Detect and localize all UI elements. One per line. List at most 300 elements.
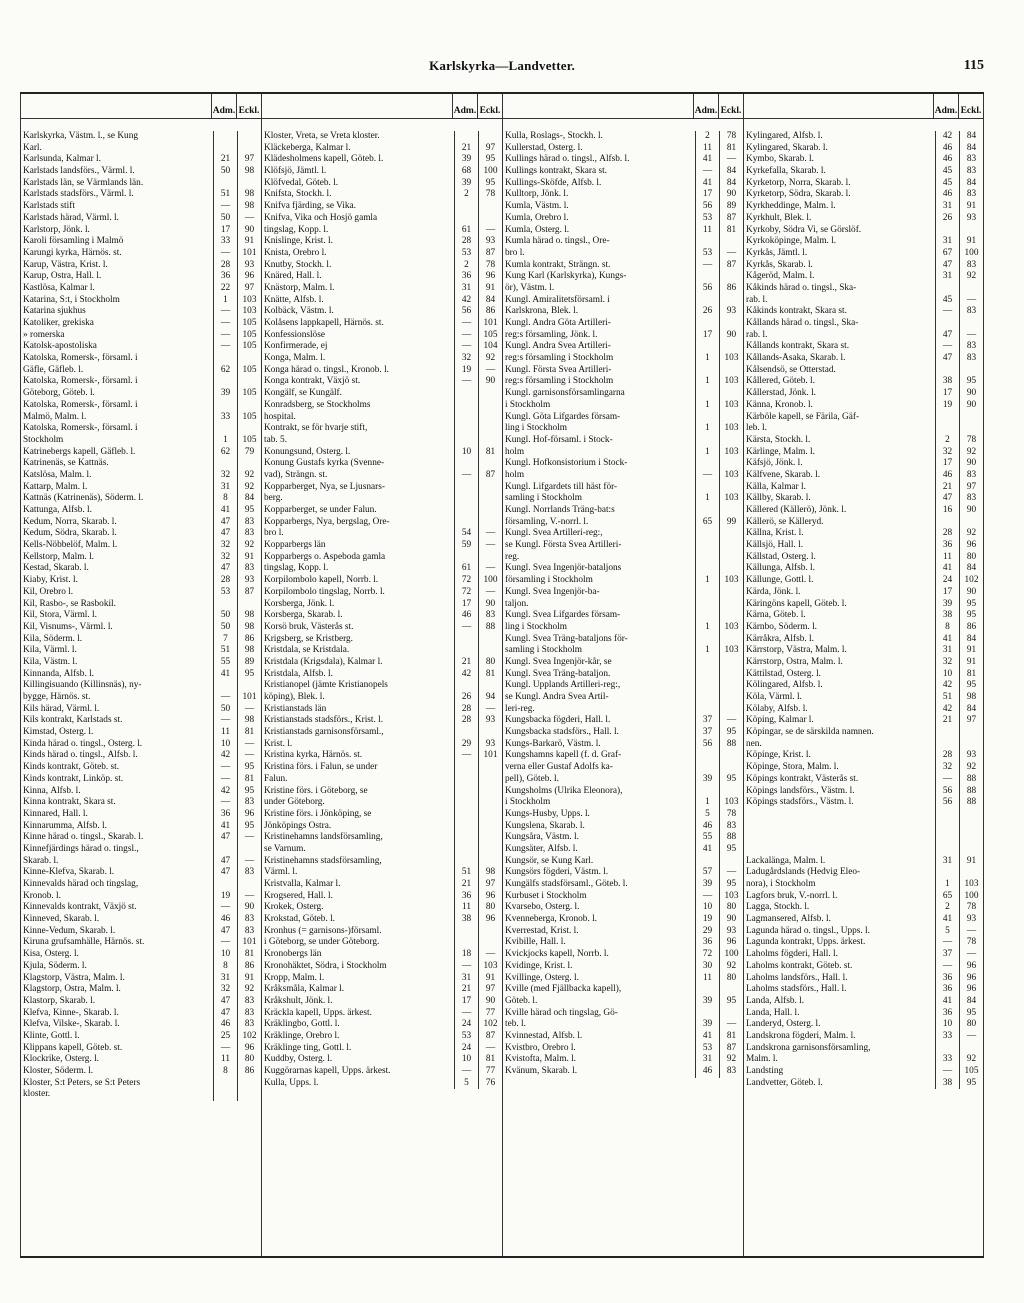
entry-name: Kungsholms (Ulrika Eleonora), bbox=[505, 785, 623, 796]
entry-eckl: 103 bbox=[719, 797, 743, 809]
entry-eckl: 93 bbox=[719, 306, 743, 318]
entry-name: Kronohäktet, Södra, i Stockholm bbox=[264, 960, 387, 971]
index-entry bbox=[744, 505, 983, 517]
entry-name: leri-reg. bbox=[505, 703, 535, 714]
entry-adm bbox=[695, 271, 719, 283]
entry-adm: — bbox=[454, 622, 478, 634]
entry-name: Kimstad, Österg. l. bbox=[23, 727, 94, 738]
entry-adm: 46 bbox=[935, 470, 959, 482]
index-entry bbox=[503, 1008, 743, 1020]
entry-name bbox=[744, 832, 935, 844]
entry-name: Kungs-Husby, Upps. l. bbox=[505, 808, 590, 819]
entry-eckl bbox=[478, 388, 502, 400]
index-entry bbox=[503, 973, 743, 985]
index-entry bbox=[744, 657, 983, 669]
entry-name: Kvänum, Skarab. l. bbox=[505, 1066, 578, 1076]
entry-adm: 65 bbox=[695, 517, 719, 529]
entry-name: Kyrkås, Skarab. l. bbox=[746, 259, 813, 270]
entry-adm bbox=[454, 762, 478, 774]
entry-adm: 56 bbox=[695, 201, 719, 213]
entry-eckl bbox=[719, 1008, 743, 1020]
entry-name: Kvarsebo, Österg. l. bbox=[505, 902, 580, 913]
entry-eckl: 83 bbox=[959, 493, 983, 505]
entry-adm: 8 bbox=[213, 961, 237, 973]
entry-eckl: 97 bbox=[959, 482, 983, 494]
entry-adm: 47 bbox=[213, 1008, 237, 1020]
entry-name: Klastorp, Skarab. l. bbox=[23, 995, 96, 1006]
entry-eckl: 83 bbox=[237, 1008, 261, 1020]
index-entry bbox=[262, 645, 502, 657]
index-entry bbox=[744, 739, 983, 751]
entry-eckl: — bbox=[237, 213, 261, 225]
entry-eckl: — bbox=[478, 587, 502, 599]
index-entry bbox=[262, 926, 502, 938]
index-column-2 bbox=[261, 94, 502, 1256]
entry-adm: — bbox=[213, 248, 237, 260]
entry-adm: 37 bbox=[695, 727, 719, 739]
entry-eckl: — bbox=[959, 330, 983, 342]
entry-eckl bbox=[959, 844, 983, 856]
entry-name: verna eller Gustaf Adolfs ka- bbox=[505, 762, 613, 773]
index-entry bbox=[744, 131, 983, 143]
index-entry bbox=[262, 447, 502, 459]
entry-eckl: 88 bbox=[478, 622, 502, 634]
entry-name: nora), i Stockholm bbox=[746, 879, 816, 889]
entry-name: Kungl. Första Svea Artilleri- bbox=[505, 364, 612, 375]
entry-name: Kärnbo, Söderm. l. bbox=[746, 621, 818, 632]
entry-eckl: 105 bbox=[478, 330, 502, 342]
entry-adm: 47 bbox=[213, 996, 237, 1008]
entry-eckl: 83 bbox=[237, 563, 261, 575]
entry-eckl: 89 bbox=[237, 657, 261, 669]
index-entry bbox=[503, 984, 743, 996]
entry-adm: 55 bbox=[695, 832, 719, 844]
entry-eckl bbox=[719, 236, 743, 248]
entry-name: Konungsund, Österg. l. bbox=[264, 446, 351, 457]
index-entry bbox=[744, 996, 983, 1008]
column-header-name bbox=[21, 94, 211, 118]
entry-adm bbox=[213, 178, 237, 190]
index-entry bbox=[503, 926, 743, 938]
entry-adm: 36 bbox=[935, 540, 959, 552]
entry-eckl bbox=[719, 318, 743, 330]
index-entry bbox=[262, 762, 502, 774]
index-entry bbox=[21, 271, 261, 283]
index-entry bbox=[21, 832, 261, 844]
index-entry bbox=[21, 809, 261, 821]
entry-eckl bbox=[237, 1078, 261, 1090]
entry-name: Kronobergs län bbox=[264, 949, 322, 960]
index-entry bbox=[21, 587, 261, 599]
entry-adm bbox=[454, 797, 478, 809]
entry-adm: 32 bbox=[935, 447, 959, 459]
entry-name: Karup, Västra, Krist. l. bbox=[23, 259, 108, 270]
index-entry bbox=[744, 435, 983, 447]
entry-eckl: — bbox=[719, 248, 743, 260]
entry-adm: 41 bbox=[935, 996, 959, 1008]
entry-adm: — bbox=[695, 166, 719, 178]
index-entry bbox=[21, 973, 261, 985]
index-entry bbox=[744, 891, 983, 903]
entry-eckl: 84 bbox=[959, 563, 983, 575]
entry-eckl: 83 bbox=[959, 353, 983, 365]
index-entry bbox=[21, 470, 261, 482]
entry-name: Kungl. Svea Lifgardes försam- bbox=[505, 610, 621, 621]
index-entry bbox=[744, 306, 983, 318]
index-entry bbox=[503, 353, 743, 365]
entry-name: Kinna, Älfsb. l. bbox=[23, 785, 81, 796]
entry-adm: — bbox=[935, 961, 959, 973]
entry-name: Laholms stadsförs., Hall. l. bbox=[746, 984, 847, 995]
entry-adm: 26 bbox=[695, 306, 719, 318]
entry-name: Kungl. Svea Ingenjör-bataljons bbox=[505, 563, 622, 574]
index-entry bbox=[21, 225, 261, 237]
entry-name: Kronhus (= garnisons-)församl. bbox=[264, 925, 382, 936]
entry-eckl bbox=[478, 423, 502, 435]
entry-eckl: 98 bbox=[237, 645, 261, 657]
entry-adm: 19 bbox=[935, 400, 959, 412]
entry-eckl bbox=[478, 645, 502, 657]
index-entry bbox=[21, 353, 261, 365]
entry-name: Kräckla kapell, Upps. ärkest. bbox=[264, 1007, 372, 1018]
entry-adm: 46 bbox=[213, 914, 237, 926]
entry-adm: 41 bbox=[213, 821, 237, 833]
entry-name: Karup, Östra, Hall. l. bbox=[23, 271, 102, 282]
index-entry bbox=[503, 154, 743, 166]
entry-name: Karlstads stift bbox=[23, 201, 75, 212]
entry-eckl: 96 bbox=[237, 271, 261, 283]
index-entry bbox=[503, 856, 743, 868]
entry-name: Känna, Kronob. l. bbox=[746, 399, 813, 410]
index-entry bbox=[262, 563, 502, 575]
entry-eckl bbox=[478, 482, 502, 494]
entry-eckl bbox=[719, 657, 743, 669]
entry-adm bbox=[695, 540, 719, 552]
index-entry bbox=[262, 856, 502, 868]
entry-name: Kville (med Fjällbacka kapell), bbox=[505, 984, 622, 995]
entry-eckl: 87 bbox=[719, 260, 743, 272]
entry-eckl: 96 bbox=[959, 984, 983, 996]
entry-name: Kinnanda, Älfsb. l. bbox=[23, 668, 95, 679]
entry-eckl: 98 bbox=[237, 610, 261, 622]
entry-name: Karlskyrka, Västm. l., se Kung bbox=[23, 131, 138, 141]
index-entry bbox=[21, 306, 261, 318]
entry-eckl: 93 bbox=[478, 236, 502, 248]
index-entry bbox=[21, 727, 261, 739]
index-entry bbox=[744, 774, 983, 786]
entry-eckl: 102 bbox=[478, 1019, 502, 1031]
entry-eckl bbox=[478, 680, 502, 692]
index-entry bbox=[503, 493, 743, 505]
index-entry bbox=[262, 1043, 502, 1055]
entry-name: Kungl. Svea Ingenjör-kår, se bbox=[505, 656, 612, 667]
entry-name: Kisa, Österg. l. bbox=[23, 949, 79, 960]
entry-name: Kumla härad o. tingsl., Öre- bbox=[505, 236, 610, 247]
index-entry bbox=[262, 739, 502, 751]
entry-adm bbox=[935, 727, 959, 739]
entry-name: Karungi kyrka, Härnös. st. bbox=[23, 247, 122, 258]
entry-eckl: 100 bbox=[959, 891, 983, 903]
entry-eckl: 97 bbox=[478, 984, 502, 996]
entry-name: bro l. bbox=[264, 528, 284, 539]
entry-name: Konradsberg, se Stockholms bbox=[264, 399, 371, 410]
entry-adm: — bbox=[213, 201, 237, 213]
index-entry bbox=[262, 166, 502, 178]
entry-adm: 47 bbox=[935, 260, 959, 272]
entry-eckl: 90 bbox=[959, 400, 983, 412]
entry-name: Kvickjocks kapell, Norrb. l. bbox=[505, 949, 609, 960]
entry-name: Klädesholmens kapell, Göteb. l. bbox=[264, 154, 384, 165]
index-entry bbox=[503, 295, 743, 307]
entry-adm bbox=[935, 844, 959, 856]
index-entry bbox=[503, 563, 743, 575]
entry-name: reg:s församling, Jönk. l. bbox=[505, 329, 598, 340]
index-entry bbox=[21, 622, 261, 634]
entry-name: Laholms landsförs., Hall. l. bbox=[746, 972, 848, 983]
index-entry bbox=[262, 435, 502, 447]
entry-eckl: 96 bbox=[959, 973, 983, 985]
entry-name: Konfessionslöse bbox=[264, 329, 325, 340]
index-entry bbox=[503, 914, 743, 926]
entry-eckl: — bbox=[478, 225, 502, 237]
index-entry bbox=[503, 692, 743, 704]
entry-eckl: 84 bbox=[959, 178, 983, 190]
index-entry bbox=[744, 669, 983, 681]
index-entry bbox=[744, 692, 983, 704]
entry-adm bbox=[213, 458, 237, 470]
index-entry bbox=[21, 750, 261, 762]
entry-eckl bbox=[959, 867, 983, 879]
entry-adm: 36 bbox=[213, 809, 237, 821]
entry-adm: 19 bbox=[213, 891, 237, 903]
entry-name: Lagunda kontrakt, Upps. ärkest. bbox=[746, 937, 866, 948]
entry-name: Kräklinge, Örebro l. bbox=[264, 1030, 340, 1041]
entry-name: Kinda härad o. tingsl., Österg. l. bbox=[23, 738, 143, 749]
entry-adm: 5 bbox=[935, 926, 959, 938]
entry-eckl: 84 bbox=[959, 704, 983, 716]
entry-name: Kulltorp, Jönk. l. bbox=[505, 189, 569, 200]
entry-name: Kvinnestad, Älfsb. l. bbox=[505, 1030, 583, 1041]
index-entry bbox=[503, 552, 743, 564]
index-entry bbox=[21, 961, 261, 973]
entry-adm: 41 bbox=[935, 914, 959, 926]
entry-adm: 39 bbox=[454, 178, 478, 190]
entry-adm: 51 bbox=[935, 692, 959, 704]
entry-name: Kopparbergs o. Aspeboda gamla bbox=[264, 551, 386, 562]
entry-eckl: 95 bbox=[719, 774, 743, 786]
entry-name: Kullings härad o. tingsl., Älfsb. l. bbox=[505, 154, 630, 165]
entry-eckl bbox=[719, 669, 743, 681]
entry-eckl: 101 bbox=[237, 937, 261, 949]
entry-adm bbox=[454, 517, 478, 529]
entry-adm: 8 bbox=[213, 493, 237, 505]
entry-eckl bbox=[478, 493, 502, 505]
entry-adm: — bbox=[935, 1066, 959, 1078]
index-entry bbox=[503, 1066, 743, 1078]
entry-name: hospital. bbox=[264, 411, 296, 422]
entry-name: Kristdala, se Kristdala. bbox=[264, 645, 350, 656]
entry-eckl: 98 bbox=[237, 201, 261, 213]
entry-adm: 39 bbox=[695, 1019, 719, 1031]
index-entry bbox=[21, 563, 261, 575]
index-entry bbox=[503, 645, 743, 657]
entry-name: Kungl. Andra Svea Artilleri- bbox=[505, 341, 611, 352]
index-entry bbox=[21, 657, 261, 669]
index-entry bbox=[744, 447, 983, 459]
entry-eckl: 83 bbox=[237, 926, 261, 938]
entry-adm: 55 bbox=[213, 657, 237, 669]
entry-name: Kells-Nöbbelöf, Malm. l. bbox=[23, 540, 118, 551]
entry-name: Kungsbacka fögderi, Hall. l. bbox=[505, 715, 611, 726]
index-entry bbox=[21, 575, 261, 587]
entry-adm bbox=[213, 844, 237, 856]
entry-adm: 32 bbox=[935, 762, 959, 774]
entry-eckl: 96 bbox=[478, 891, 502, 903]
entry-name: holm bbox=[505, 446, 525, 457]
entry-eckl: 95 bbox=[959, 599, 983, 611]
entry-eckl: 83 bbox=[959, 189, 983, 201]
entry-eckl: 81 bbox=[478, 669, 502, 681]
entry-name bbox=[744, 844, 935, 856]
index-column-1 bbox=[20, 94, 261, 1256]
entry-adm bbox=[695, 657, 719, 669]
index-entry bbox=[262, 844, 502, 856]
index-entry bbox=[21, 131, 261, 143]
entry-adm: 11 bbox=[695, 225, 719, 237]
entry-adm: 45 bbox=[935, 178, 959, 190]
entry-adm: 21 bbox=[213, 154, 237, 166]
entry-name: Katarina, S:t, i Stockholm bbox=[23, 294, 120, 305]
entry-name: Kville härad och tingslag, Gö- bbox=[505, 1007, 618, 1018]
entry-eckl: 95 bbox=[959, 1078, 983, 1090]
entry-name: Kungsör, se Kung Karl. bbox=[505, 855, 594, 866]
index-entry bbox=[21, 143, 261, 155]
entry-eckl: 98 bbox=[478, 867, 502, 879]
entry-eckl: 92 bbox=[959, 1054, 983, 1066]
entry-eckl: 105 bbox=[237, 412, 261, 424]
entry-adm: — bbox=[213, 937, 237, 949]
entry-name: Kärlinge, Malm. l. bbox=[746, 446, 815, 457]
entry-eckl: 83 bbox=[719, 1066, 743, 1078]
entry-adm: 32 bbox=[935, 657, 959, 669]
entry-eckl: 90 bbox=[959, 388, 983, 400]
entry-adm bbox=[935, 283, 959, 295]
entry-name: Kil, Rasbo-, se Rasbokil. bbox=[23, 598, 116, 609]
entry-adm: 50 bbox=[213, 704, 237, 716]
entry-eckl: 95 bbox=[959, 610, 983, 622]
entry-adm: 2 bbox=[454, 189, 478, 201]
entry-eckl: 80 bbox=[478, 902, 502, 914]
entry-eckl: 97 bbox=[478, 879, 502, 891]
entry-adm: 46 bbox=[213, 1019, 237, 1031]
entry-eckl bbox=[719, 984, 743, 996]
entry-adm bbox=[695, 587, 719, 599]
entry-name: Kastlösa, Kalmar l. bbox=[23, 282, 95, 293]
entry-adm: 72 bbox=[454, 587, 478, 599]
index-entry bbox=[503, 400, 743, 412]
entry-adm: 31 bbox=[935, 271, 959, 283]
index-entry bbox=[21, 669, 261, 681]
index-entry bbox=[503, 996, 743, 1008]
entry-eckl: — bbox=[959, 295, 983, 307]
entry-eckl: 101 bbox=[237, 692, 261, 704]
entry-adm bbox=[935, 821, 959, 833]
entry-eckl: 101 bbox=[237, 248, 261, 260]
index-entry bbox=[21, 493, 261, 505]
entry-name: Klinte, Gottl. l. bbox=[23, 1030, 80, 1041]
entry-name: samling i Stockholm bbox=[505, 493, 582, 504]
entry-adm: 46 bbox=[935, 143, 959, 155]
entry-eckl: 84 bbox=[719, 178, 743, 190]
entry-eckl bbox=[478, 937, 502, 949]
index-entry bbox=[21, 902, 261, 914]
entry-adm bbox=[695, 528, 719, 540]
entry-eckl: — bbox=[719, 1019, 743, 1031]
entry-name: köping), Blek. l. bbox=[264, 692, 325, 702]
index-entry bbox=[503, 704, 743, 716]
entry-eckl bbox=[478, 400, 502, 412]
entry-eckl bbox=[237, 400, 261, 412]
entry-eckl: 83 bbox=[959, 470, 983, 482]
entry-name: Kil, Stora, Värml. l. bbox=[23, 610, 97, 621]
entry-eckl: — bbox=[237, 832, 261, 844]
index-entry bbox=[744, 961, 983, 973]
entry-name: Kristianopel (jämte Kristianopels bbox=[264, 680, 388, 691]
entry-name: Katslösa, Malm. l. bbox=[23, 469, 92, 480]
entry-adm: 33 bbox=[213, 412, 237, 424]
entry-eckl: 99 bbox=[719, 517, 743, 529]
entry-eckl: 93 bbox=[478, 739, 502, 751]
entry-name: Kvibille, Hall. l. bbox=[505, 937, 566, 948]
index-entry bbox=[262, 961, 502, 973]
index-entry bbox=[744, 318, 983, 330]
entry-adm bbox=[213, 131, 237, 143]
running-title: Karlskyrka—Landvetter. bbox=[429, 58, 575, 73]
entry-adm: 50 bbox=[213, 610, 237, 622]
index-entry bbox=[744, 1066, 983, 1078]
entry-eckl: 86 bbox=[719, 283, 743, 295]
index-entry bbox=[21, 1066, 261, 1078]
entry-adm bbox=[454, 131, 478, 143]
index-entry bbox=[262, 1054, 502, 1066]
entry-eckl: 93 bbox=[237, 575, 261, 587]
index-entry bbox=[744, 867, 983, 879]
entry-eckl: 93 bbox=[959, 914, 983, 926]
entry-name: Källna, Krist. l. bbox=[746, 528, 804, 539]
entry-adm: — bbox=[935, 341, 959, 353]
entry-eckl: 83 bbox=[959, 306, 983, 318]
entry-adm: 10 bbox=[454, 1054, 478, 1066]
entry-adm: 18 bbox=[454, 949, 478, 961]
entry-name: Karlstads län, se Värmlands län. bbox=[23, 177, 144, 188]
entry-eckl: 87 bbox=[478, 1031, 502, 1043]
entry-eckl: 83 bbox=[237, 996, 261, 1008]
entry-name: Knutby, Stockh. l. bbox=[264, 259, 332, 270]
entry-name: i Stockholm bbox=[505, 399, 551, 410]
entry-eckl: 95 bbox=[959, 1008, 983, 1020]
index-entry bbox=[744, 797, 983, 809]
entry-eckl: 96 bbox=[959, 961, 983, 973]
index-entry bbox=[21, 283, 261, 295]
entry-adm bbox=[695, 552, 719, 564]
index-entry bbox=[262, 1031, 502, 1043]
entry-eckl bbox=[478, 844, 502, 856]
entry-adm: 32 bbox=[213, 540, 237, 552]
entry-eckl: 92 bbox=[959, 528, 983, 540]
entry-eckl bbox=[719, 458, 743, 470]
entry-eckl bbox=[478, 435, 502, 447]
index-entry bbox=[21, 879, 261, 891]
